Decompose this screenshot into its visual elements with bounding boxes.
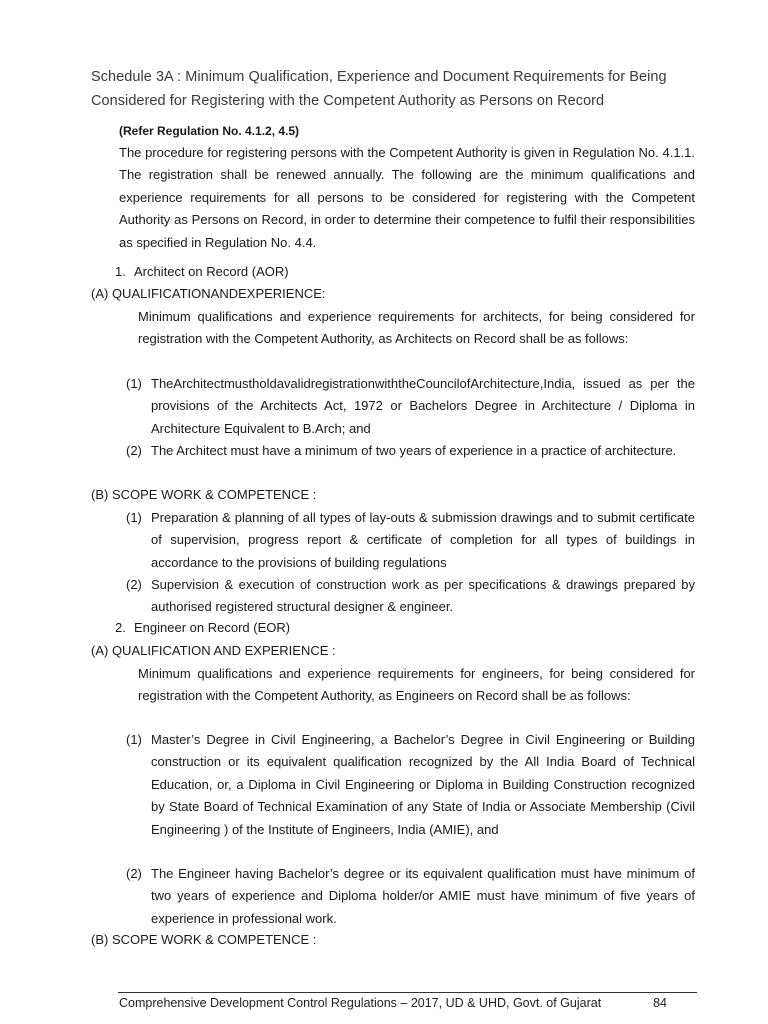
list-marker: (1) [126,510,142,525]
page-number: 84 [653,996,667,1010]
section-2-title: Engineer on Record (EOR) [134,620,291,635]
list-item [126,507,695,574]
list-item-text: The Engineer having Bachelor’s degree or its equivalent qualification must have minimum of two years of experience and Diploma holder/or AMIE must have minimum of five years of experience in professional work. [151,866,695,926]
section-1-scope-heading: (B) SCOPE WORK & COMPETENCE : [91,487,317,502]
section-1-qualification-heading: (A) QUALIFICATIONANDEXPERIENCE: [91,286,326,301]
section-1-title: Architect on Record (AOR) [134,264,289,279]
section-1-qualification-intro: Minimum qualifications and experience requirements for architects, for being considered for registration with the Competent Authority, as Architects on Record shall be as follows: [138,309,695,347]
section-2-heading [115,618,290,638]
list-item [126,729,695,841]
list-item [126,863,695,930]
list-item-text: Preparation & planning of all types of lay-outs & submission drawings and to submit certificate of supervision, progress report & certificate of completion for all types of buildings in accordance to the provisions of building regulations [151,510,695,570]
list-item-text: Supervision & execution of construction work as per specifications & drawings prepared by authorised registered structural designer & engineer. [151,577,695,615]
section-2-scope-heading: (B) SCOPE WORK & COMPETENCE : [91,932,317,947]
section-2-qualification-heading: (A) QUALIFICATION AND EXPERIENCE : [91,643,336,658]
list-item [126,373,695,440]
section-2-number: 2. [115,620,126,635]
list-marker: (1) [126,732,142,747]
section-1-heading [115,262,289,282]
footer-text: Comprehensive Development Control Regulations – 2017, UD & UHD, Govt. of Gujarat [119,996,602,1010]
list-marker: (2) [126,443,142,458]
list-item-text: Master’s Degree in Civil Engineering, a Bachelor’s Degree in Civil Engineering or Building construction or its equivalent qualification recognized by the All India Board of Technical Education, or, a Diploma in Civil Engineering or Diploma in Building Construction recognized by State Board of Technical Examination of any State of India or Associate Membership (Civil Engineering ) of the Institute of Engineers, India (AMIE), and [151,732,695,837]
list-marker: (2) [126,866,142,881]
footer-divider [118,992,697,993]
list-item-text: The Architect must have a minimum of two years of experience in a practice of architecture. [151,443,677,458]
section-1-number: 1. [115,264,126,279]
list-marker: (1) [126,376,142,391]
list-marker: (2) [126,577,142,592]
schedule-title: Schedule 3A : Minimum Qualification, Experience and Document Requirements for Being Considered for Registering with the Competent Authority as Persons on Record [91,69,667,109]
section-2-qualification-intro: Minimum qualifications and experience requirements for engineers, for being considered for registration with the Competent Authority, as Engineers on Record shall be as follows: [138,666,695,704]
list-item-text: TheArchitectmustholdavalidregistrationwiththeCouncilofArchitecture,India, issued as per the provisions of the Architects Act, 1972 or Bachelors Degree in Architecture / Diploma in Architecture Equivalent to B.Arch; and [151,376,695,436]
list-item [126,440,695,462]
intro-paragraph: The procedure for registering persons with the Competent Authority is given in Regulation No. 4.1.1. The registration shall be renewed annually. The following are the minimum qualifications and experience requirements for all persons to be considered for registering with the Competent Authority as Persons on Record, in order to determine their competence to fulfil their responsibilities as specified in Regulation No. 4.4. [119,145,695,250]
list-item [126,574,695,619]
page-footer [119,994,695,1012]
regulation-reference: (Refer Regulation No. 4.1.2, 4.5) [119,124,300,138]
